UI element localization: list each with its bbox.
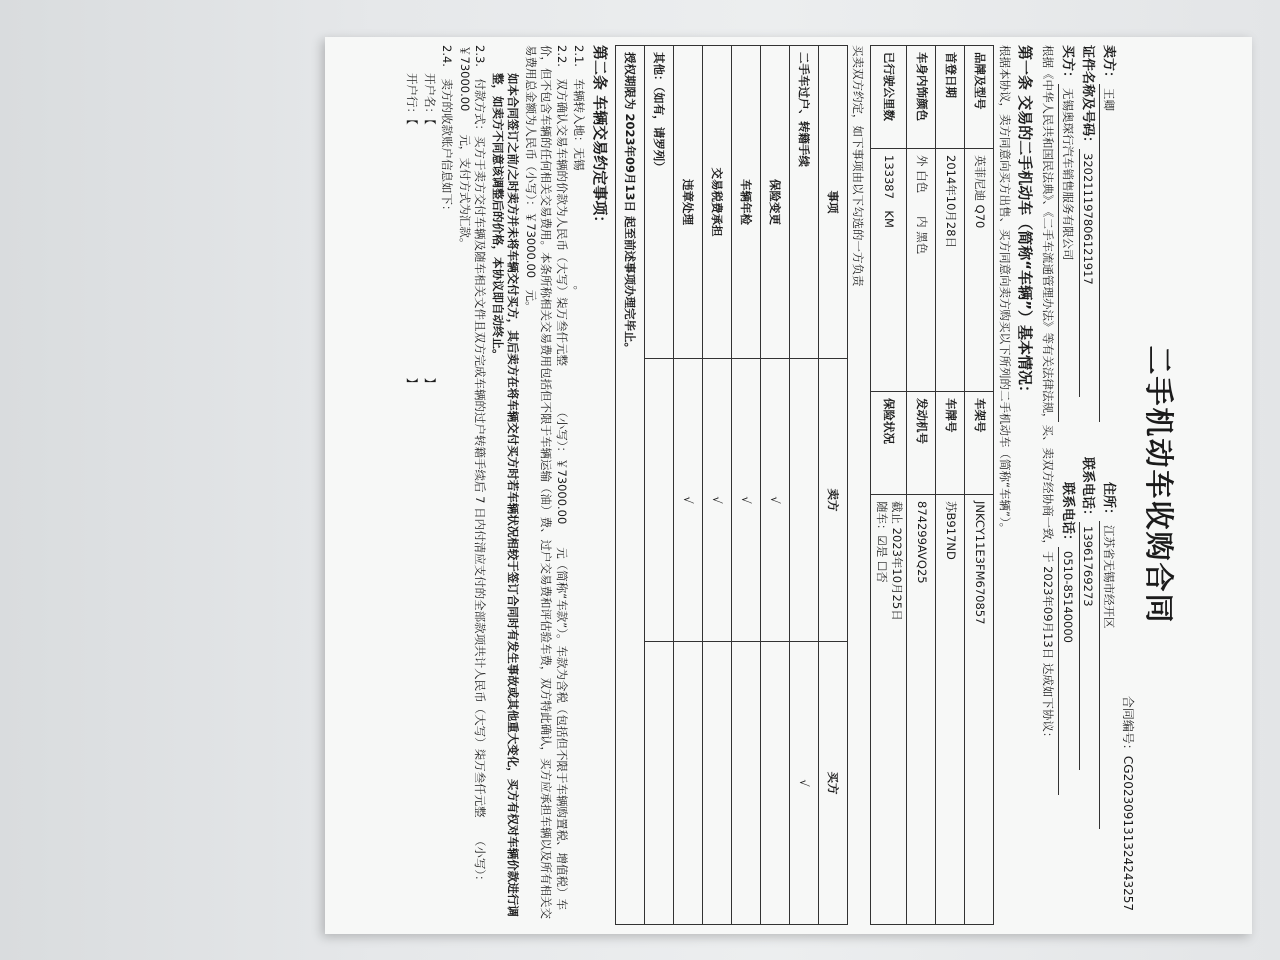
brand-label: 品牌及型号 [965, 46, 994, 149]
clause-2-2-bold: 如本合同签订之前/之时卖方并未将车辆交付买方，其后卖方在将车辆交付买方时若车辆状况相较于签订合同时有发生事故或其他重大变化，买方有权对车辆价款进行调整，如卖方不同意该调整后的价格，本协议即自动终止。 [490, 73, 521, 917]
duty-table [615, 45, 848, 925]
duty-header-item: 事项 [818, 46, 847, 359]
buyer-name: 无锡奥琛行汽车销售服务有限公司 [1058, 84, 1075, 422]
duty-seller: √ [673, 359, 702, 642]
duty-item: 违章处理 [673, 46, 702, 359]
article2-heading: 第二条 车辆交易约定事项： [590, 45, 609, 231]
duty-item: 二手车过户、转籍手续 [789, 46, 818, 359]
vin-label: 车架号 [965, 392, 994, 495]
table-row [644, 46, 673, 925]
buyer-row [1058, 45, 1076, 925]
clause-2-3: 2.3. 付款方式：买方于卖方交付车辆及随车相关文件且双方完成车辆的过户转籍手续后 7 日内付清应支付的全部款项共计人民币（大写）柒万叁仟元整 （小写）：￥73000.00 元，支付方式为汇款。 [457, 45, 488, 887]
seller-id: 320211197806121917 [1079, 149, 1096, 397]
contract-number: 合同编号：CG202309131324243257 [1121, 695, 1135, 911]
account-bank: 开户行：【 】 [405, 73, 420, 390]
color-value: 外 白色 内 黑色 [907, 149, 936, 392]
table-row [789, 46, 818, 925]
duty-item: 交易税费承担 [702, 46, 731, 359]
km-value: 133387 KM [871, 149, 907, 392]
duty-header-buyer: 买方 [818, 642, 847, 925]
clause-2-1: 2.1. 车辆转入地：无锡 。 [572, 45, 587, 297]
insurance-value [871, 495, 907, 925]
page-title: 二手机动车收购合同 [1142, 345, 1176, 625]
seller-row [1099, 45, 1117, 925]
duty-item: 其他：（如有，请罗列） [644, 46, 673, 359]
duty-seller [789, 359, 818, 642]
article1-sub: 根据本协议，卖方同意向买方出售、买方同意向卖方购买以下所列的二手机动车（简称“车辆”）。 [997, 45, 1012, 535]
duty-intro: 买卖双方约定，如下事项由以下勾选的一方负责 [851, 45, 866, 287]
km-label: 已行驶公里数 [871, 46, 907, 149]
duty-buyer [673, 642, 702, 925]
intro-text: 根据《中华人民共和国民法典》、《二手车流通管理办法》等有关法律法规，买、卖双方经协商一致，于 2023年09月13日 达成如下协议： [1041, 45, 1056, 744]
contract-paper [325, 37, 1252, 934]
duty-seller: √ [702, 359, 731, 642]
insurance-expiry: 截止 2023年10月25日 [890, 501, 905, 621]
vin-value: JNKCY11E3FM670857 [965, 495, 994, 925]
clause-2-2: 2.2. 双方确认交易车辆的价款为人民币（大写）柒万叁仟元整 （小写）：￥73000.00 元（简称“车款”）。车款为含税（包括但不限于车辆购置税、增值税）车价，但不包含车辆的任何相关交易费用。本条所称相关交易费用包括但不限于车辆运输（油）费、过户交易费和评估验车费，双方特此确认，买方应承担车辆以及所有相关交易费用总金额为人民币（小写）：￥73000.00 元。 [523, 45, 569, 919]
seller-name: 王卿 [1099, 84, 1116, 422]
seller-addr-label: 住所： [1101, 482, 1116, 522]
plate-label: 车牌号 [936, 392, 965, 495]
vehicle-table [870, 45, 994, 925]
duty-seller: √ [760, 359, 789, 642]
authorization-deadline: 授权期限为 2023年09月13日 起至前述事项办理完毕止。 [615, 46, 644, 925]
insurance-on-board: 随车：☑是 ☐否 [874, 501, 889, 583]
table-row [702, 46, 731, 925]
clause-2-4: 2.4. 卖方的收款账户信息如下： [440, 45, 455, 217]
insurance-label: 保险状况 [871, 392, 907, 495]
plate-value: 苏B917ND [936, 495, 965, 925]
seller-phone: 13961769273 [1079, 522, 1096, 770]
duty-buyer [644, 642, 673, 925]
engine-value: 874299AVQ25 [907, 495, 936, 925]
buyer-phone-label: 联系电话： [1059, 482, 1075, 548]
account-name: 开户名：【 】 [422, 73, 437, 390]
seller-id-row [1079, 45, 1097, 925]
duty-buyer: √ [789, 642, 818, 925]
duty-item: 车辆年检 [731, 46, 760, 359]
buyer-label: 买方： [1059, 45, 1075, 85]
contract-document [398, 45, 1178, 925]
article1-heading: 第一条 交易的二手机动车（简称“车辆”）基本情况： [1015, 45, 1034, 400]
duty-header-seller: 卖方 [818, 359, 847, 642]
seller-address: 江苏省无锡市经开区 [1099, 521, 1116, 829]
duty-item: 保险变更 [760, 46, 789, 359]
reg-value: 2014年10月28日 [936, 149, 965, 392]
seller-label: 卖方： [1101, 45, 1116, 85]
duty-buyer [760, 642, 789, 925]
table-row [731, 46, 760, 925]
duty-buyer [702, 642, 731, 925]
duty-seller: √ [731, 359, 760, 642]
duty-seller [644, 359, 673, 642]
reg-label: 首登日期 [936, 46, 965, 149]
duty-buyer [731, 642, 760, 925]
seller-phone-label: 联系电话： [1080, 457, 1096, 523]
table-row [760, 46, 789, 925]
color-label: 车身内饰颜色 [907, 46, 936, 149]
seller-id-label: 证件名称及号码： [1080, 45, 1096, 150]
brand-value: 英菲尼迪 Q70 [965, 149, 994, 392]
buyer-phone: 0510-85140000 [1058, 547, 1075, 795]
engine-label: 发动机号 [907, 392, 936, 495]
table-row [673, 46, 702, 925]
